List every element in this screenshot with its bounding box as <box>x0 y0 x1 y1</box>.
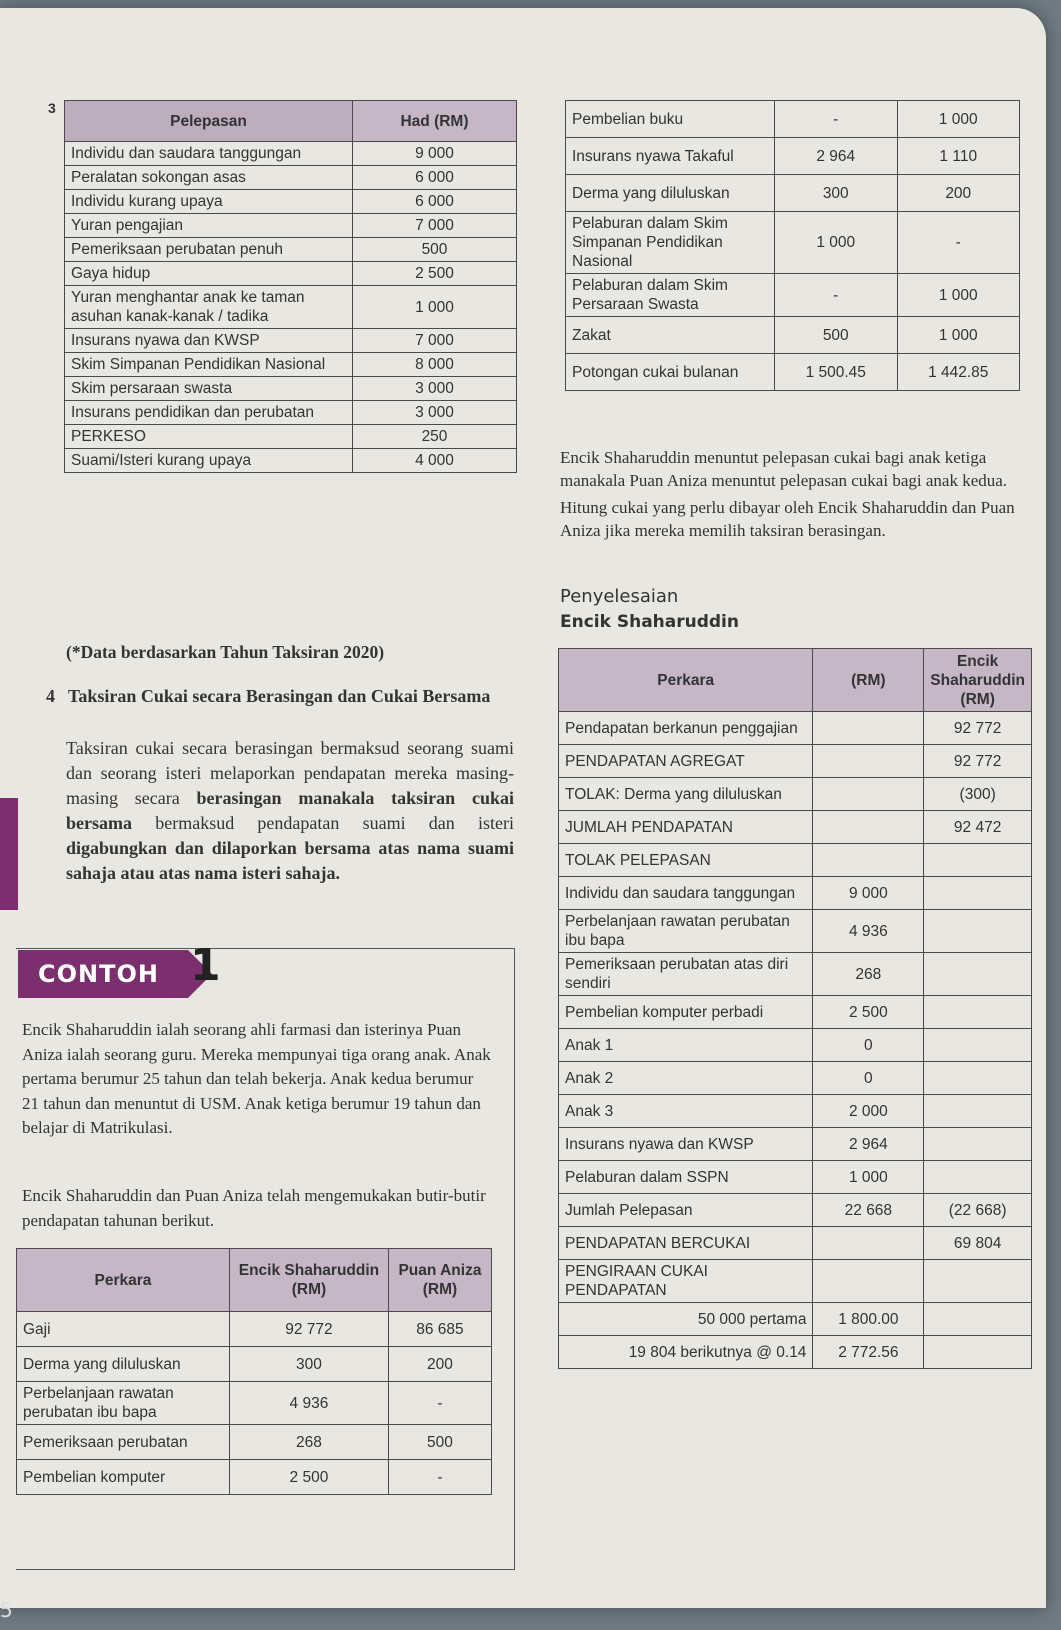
question-para-2: Hitung cukai yang perlu dibayar oleh Encik Shaharuddin dan Puan Aniza jika mereka memilih taksiran berasingan. <box>560 498 1015 540</box>
calc-row-cell: PENGIRAAN CUKAI PENDAPATAN <box>559 1260 813 1303</box>
expense-row-cell: Zakat <box>566 317 775 354</box>
calc-row-cell <box>813 1227 924 1260</box>
relief-header-item: Pelepasan <box>65 101 353 142</box>
calc-row-cell: Anak 2 <box>559 1062 813 1095</box>
relief-row-cell: Gaya hidup <box>65 262 353 286</box>
relief-row <box>65 166 517 190</box>
income-row-cell: 2 500 <box>230 1460 389 1495</box>
relief-row-cell: 2 500 <box>353 262 517 286</box>
expense-row-cell: 1 000 <box>897 101 1020 138</box>
calc-row-cell: 22 668 <box>813 1194 924 1227</box>
relief-row <box>65 286 517 329</box>
calc-row-cell: 2 500 <box>813 996 924 1029</box>
tax-calculation-table <box>558 648 1032 1369</box>
calc-row-cell: PENDAPATAN BERCUKAI <box>559 1227 813 1260</box>
income-row-cell: 4 936 <box>230 1382 389 1425</box>
income-row-cell: Pembelian komputer <box>17 1460 230 1495</box>
calc-row-cell <box>924 910 1032 953</box>
relief-row <box>65 353 517 377</box>
calc-row <box>559 1029 1032 1062</box>
relief-row-cell: 1 000 <box>353 286 517 329</box>
calc-row-cell: JUMLAH PENDAPATAN <box>559 811 813 844</box>
section-4-title <box>46 684 516 708</box>
calc-row-cell <box>924 844 1032 877</box>
calc-row-cell <box>924 1095 1032 1128</box>
section-number: 3 <box>48 100 56 116</box>
relief-row-cell: Skim persaraan swasta <box>65 377 353 401</box>
expense-row-cell: 1 442.85 <box>897 354 1020 391</box>
calc-row-cell: 92 772 <box>924 745 1032 778</box>
calc-row-cell: 2 000 <box>813 1095 924 1128</box>
calc-row-cell: 9 000 <box>813 877 924 910</box>
section-4-number: 4 <box>46 686 55 706</box>
calc-row-cell: 2 772.56 <box>813 1336 924 1369</box>
calc-header-rm: (RM) <box>813 649 924 712</box>
calc-row-cell: TOLAK PELEPASAN <box>559 844 813 877</box>
expense-row <box>566 274 1020 317</box>
relief-row-cell: 500 <box>353 238 517 262</box>
solution-label: Penyelesaian <box>560 586 679 607</box>
calc-row <box>559 910 1032 953</box>
income-row-cell: 92 772 <box>230 1312 389 1347</box>
relief-row <box>65 425 517 449</box>
calc-row-cell: 0 <box>813 1062 924 1095</box>
calc-row-cell <box>924 1303 1032 1336</box>
relief-row-cell: Peralatan sokongan asas <box>65 166 353 190</box>
question-para-1: Encik Shaharuddin menuntut pelepasan cukai bagi anak ketiga manakala Puan Aniza menuntut pelepasan cukai bagi anak kedua. <box>560 448 1008 490</box>
calc-row <box>559 1128 1032 1161</box>
calc-row-cell: 268 <box>813 953 924 996</box>
calc-row-cell <box>813 778 924 811</box>
expense-row-cell: - <box>775 101 898 138</box>
expense-row-cell: Pembelian buku <box>566 101 775 138</box>
calc-row <box>559 996 1032 1029</box>
expense-row-cell: 1 000 <box>897 317 1020 354</box>
calc-row-cell: 69 804 <box>924 1227 1032 1260</box>
relief-row-cell: Insurans pendidikan dan perubatan <box>65 401 353 425</box>
calc-row-cell: Pembelian komputer perbadi <box>559 996 813 1029</box>
income-row-cell: - <box>388 1460 491 1495</box>
calc-row-cell: Pendapatan berkanun penggajian <box>559 712 813 745</box>
calc-row <box>559 712 1032 745</box>
income-header-husband: Encik Shaharuddin (RM) <box>230 1249 389 1312</box>
relief-row-cell: 7 000 <box>353 329 517 353</box>
calc-row-cell <box>924 877 1032 910</box>
calc-row-cell: (22 668) <box>924 1194 1032 1227</box>
calc-row-cell: 19 804 berikutnya @ 0.14 <box>559 1336 813 1369</box>
calc-row-cell <box>924 1336 1032 1369</box>
expense-row-cell: 2 964 <box>775 138 898 175</box>
relief-row-cell: Pemeriksaan perubatan penuh <box>65 238 353 262</box>
page-number: 5 <box>0 1598 13 1622</box>
calc-row <box>559 1194 1032 1227</box>
section-4-body <box>66 736 514 886</box>
document-page <box>0 8 1046 1608</box>
income-row <box>17 1382 492 1425</box>
expense-row-cell: - <box>897 212 1020 274</box>
relief-row <box>65 377 517 401</box>
example-para-1: Encik Shaharuddin ialah seorang ahli farmasi dan isterinya Puan Aniza ialah seorang guru. Mereka mempunyai tiga orang anak. Anak pertama berumur 25 tahun dan telah bekerja. Anak kedua berumur 21 tahun dan menuntut di USM. Anak ketiga berumur 19 tahun dan belajar di Matrikulasi. <box>22 1020 491 1137</box>
calc-row-cell <box>924 1029 1032 1062</box>
relief-row-cell: 3 000 <box>353 377 517 401</box>
calc-row-cell <box>813 712 924 745</box>
calc-header-total: Encik Shaharuddin (RM) <box>924 649 1032 712</box>
expense-row-cell: 1 500.45 <box>775 354 898 391</box>
income-row-cell: - <box>388 1382 491 1425</box>
calc-row-cell <box>924 1128 1032 1161</box>
expense-row <box>566 138 1020 175</box>
example-badge: CONTOH <box>18 950 188 998</box>
expense-row-cell: 300 <box>775 175 898 212</box>
income-row-cell: 300 <box>230 1347 389 1382</box>
income-row-cell: 86 685 <box>388 1312 491 1347</box>
calc-row-cell <box>813 745 924 778</box>
expense-row-cell: 1 110 <box>897 138 1020 175</box>
income-row-cell: Perbelanjaan rawatan perubatan ibu bapa <box>17 1382 230 1425</box>
calc-header-item: Perkara <box>559 649 813 712</box>
relief-limit-table <box>64 100 517 473</box>
calc-row-cell <box>924 953 1032 996</box>
expense-row-cell: 500 <box>775 317 898 354</box>
income-row-cell: Pemeriksaan perubatan <box>17 1425 230 1460</box>
section-4-text-1: Taksiran cukai secara berasingan bermaksud seorang suami dan seorang isteri melaporkan pendapatan mereka masing-masing secara <box>66 738 514 808</box>
calc-row-cell <box>813 844 924 877</box>
calc-row <box>559 1227 1032 1260</box>
relief-row <box>65 142 517 166</box>
chapter-tab-marker <box>0 798 18 910</box>
calc-row-cell: 0 <box>813 1029 924 1062</box>
calc-row-cell <box>924 1260 1032 1303</box>
relief-row-cell: Yuran menghantar anak ke taman asuhan kanak-kanak / tadika <box>65 286 353 329</box>
relief-row-cell: PERKESO <box>65 425 353 449</box>
relief-row <box>65 238 517 262</box>
income-header-wife: Puan Aniza (RM) <box>388 1249 491 1312</box>
calc-row-cell: PENDAPATAN AGREGAT <box>559 745 813 778</box>
income-row-cell: 500 <box>388 1425 491 1460</box>
income-row-cell: 268 <box>230 1425 389 1460</box>
income-row <box>17 1460 492 1495</box>
income-row <box>17 1425 492 1460</box>
calc-row <box>559 745 1032 778</box>
relief-row-cell: 3 000 <box>353 401 517 425</box>
data-note: (*Data berdasarkan Tahun Taksiran 2020) <box>66 642 385 662</box>
relief-row-cell: Insurans nyawa dan KWSP <box>65 329 353 353</box>
relief-row-cell: 4 000 <box>353 449 517 473</box>
section-4-text-2: bermaksud pendapatan suami dan isteri <box>132 813 514 833</box>
calc-row-cell: 2 964 <box>813 1128 924 1161</box>
calc-row <box>559 1303 1032 1336</box>
relief-row-cell: Suami/Isteri kurang upaya <box>65 449 353 473</box>
expense-row <box>566 175 1020 212</box>
calc-row-cell <box>813 1260 924 1303</box>
relief-row-cell: 9 000 <box>353 142 517 166</box>
calc-row-cell: 50 000 pertama <box>559 1303 813 1336</box>
section-4-bold-2: digabungkan dan dilaporkan bersama atas nama suami sahaja atau atas nama isteri sahaja. <box>66 838 514 883</box>
expense-row-cell: 1 000 <box>897 274 1020 317</box>
calc-row-cell: TOLAK: Derma yang diluluskan <box>559 778 813 811</box>
relief-row-cell: Skim Simpanan Pendidikan Nasional <box>65 353 353 377</box>
calc-row-cell: Jumlah Pelepasan <box>559 1194 813 1227</box>
relief-row-cell: 7 000 <box>353 214 517 238</box>
income-row <box>17 1312 492 1347</box>
calc-row-cell <box>924 1062 1032 1095</box>
calc-row-cell: 4 936 <box>813 910 924 953</box>
calc-row-cell: Anak 3 <box>559 1095 813 1128</box>
calc-row-cell: Anak 1 <box>559 1029 813 1062</box>
relief-row-cell: 250 <box>353 425 517 449</box>
calc-row-cell: Insurans nyawa dan KWSP <box>559 1128 813 1161</box>
calc-row <box>559 844 1032 877</box>
relief-header-limit: Had (RM) <box>353 101 517 142</box>
expense-row-cell: Pelaburan dalam Skim Simpanan Pendidikan Nasional <box>566 212 775 274</box>
relief-row <box>65 190 517 214</box>
calc-row <box>559 1161 1032 1194</box>
calc-row-cell <box>924 996 1032 1029</box>
question-text <box>560 446 1030 546</box>
income-table <box>16 1248 492 1495</box>
calc-row <box>559 1336 1032 1369</box>
calc-row-cell: Perbelanjaan rawatan perubatan ibu bapa <box>559 910 813 953</box>
expense-row-cell: Insurans nyawa Takaful <box>566 138 775 175</box>
relief-row-cell: Individu dan saudara tanggungan <box>65 142 353 166</box>
income-row <box>17 1347 492 1382</box>
section-4-title-text: Taksiran Cukai secara Berasingan dan Cukai Bersama <box>68 686 491 706</box>
relief-row <box>65 329 517 353</box>
section-4-bold-1: berasingan manakala taksiran cukai bersama <box>66 788 514 833</box>
calc-row <box>559 1095 1032 1128</box>
calc-row-cell <box>813 811 924 844</box>
expense-row-cell: - <box>775 274 898 317</box>
relief-row <box>65 401 517 425</box>
calc-row-cell: (300) <box>924 778 1032 811</box>
calc-row-cell: 1 800.00 <box>813 1303 924 1336</box>
example-number: 1 <box>190 940 221 991</box>
income-row-cell: 200 <box>388 1347 491 1382</box>
expense-row-cell: 200 <box>897 175 1020 212</box>
expense-table <box>565 100 1020 391</box>
relief-row <box>65 449 517 473</box>
expense-row-cell: 1 000 <box>775 212 898 274</box>
calc-row <box>559 877 1032 910</box>
calc-row-cell <box>924 1161 1032 1194</box>
income-header-item: Perkara <box>17 1249 230 1312</box>
calc-row <box>559 778 1032 811</box>
example-para-2: Encik Shaharuddin dan Puan Aniza telah mengemukakan butir-butir pendapatan tahunan berikut. <box>22 1186 486 1230</box>
calc-row-cell: Pelaburan dalam SSPN <box>559 1161 813 1194</box>
calc-row-cell: 92 472 <box>924 811 1032 844</box>
expense-row-cell: Derma yang diluluskan <box>566 175 775 212</box>
relief-row-cell: Individu kurang upaya <box>65 190 353 214</box>
calc-row <box>559 953 1032 996</box>
relief-row-cell: Yuran pengajian <box>65 214 353 238</box>
income-row-cell: Derma yang diluluskan <box>17 1347 230 1382</box>
calc-row-cell: Individu dan saudara tanggungan <box>559 877 813 910</box>
relief-row-cell: 6 000 <box>353 166 517 190</box>
calc-row-cell: 1 000 <box>813 1161 924 1194</box>
expense-row <box>566 354 1020 391</box>
expense-row <box>566 317 1020 354</box>
relief-row <box>65 214 517 238</box>
expense-row <box>566 101 1020 138</box>
calc-row <box>559 1260 1032 1303</box>
relief-row-cell: 8 000 <box>353 353 517 377</box>
expense-row-cell: Pelaburan dalam Skim Persaraan Swasta <box>566 274 775 317</box>
relief-row <box>65 262 517 286</box>
expense-row <box>566 212 1020 274</box>
calc-row-cell: Pemeriksaan perubatan atas diri sendiri <box>559 953 813 996</box>
relief-row-cell: 6 000 <box>353 190 517 214</box>
calc-row-cell: 92 772 <box>924 712 1032 745</box>
person-label: Encik Shaharuddin <box>560 612 739 632</box>
calc-row <box>559 1062 1032 1095</box>
income-row-cell: Gaji <box>17 1312 230 1347</box>
calc-row <box>559 811 1032 844</box>
expense-row-cell: Potongan cukai bulanan <box>566 354 775 391</box>
